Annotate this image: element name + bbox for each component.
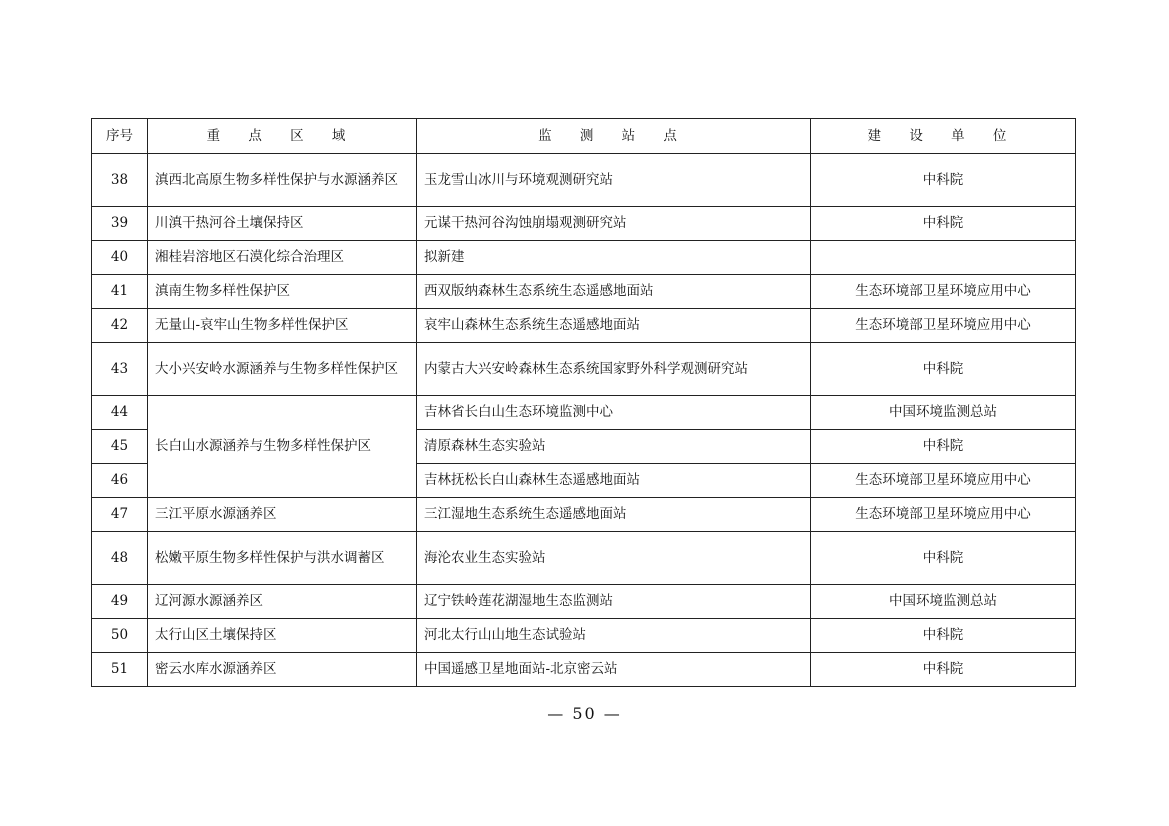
cell-no: 43 — [92, 343, 148, 396]
cell-no: 48 — [92, 532, 148, 585]
cell-station: 哀牢山森林生态系统生态遥感地面站 — [417, 309, 811, 343]
page-number: — 50 — — [547, 704, 622, 723]
cell-station: 吉林省长白山生态环境监测中心 — [417, 396, 811, 430]
cell-no: 44 — [92, 396, 148, 430]
cell-station: 玉龙雪山冰川与环境观测研究站 — [417, 154, 811, 207]
header-seq: 序号 — [92, 119, 148, 154]
cell-region: 大小兴安岭水源涵养与生物多样性保护区 — [148, 343, 417, 396]
cell-no: 39 — [92, 207, 148, 241]
cell-station: 辽宁铁岭莲花湖湿地生态监测站 — [417, 585, 811, 619]
cell-no: 40 — [92, 241, 148, 275]
table-row — [92, 498, 1076, 532]
cell-station: 拟新建 — [417, 241, 811, 275]
table-row — [92, 154, 1076, 207]
header-region: 重 点 区 域 — [148, 119, 417, 154]
cell-unit: 生态环境部卫星环境应用中心 — [811, 309, 1076, 343]
cell-unit: 生态环境部卫星环境应用中心 — [811, 275, 1076, 309]
cell-station: 清原森林生态实验站 — [417, 430, 811, 464]
table-header-row — [92, 119, 1076, 154]
table-row — [92, 241, 1076, 275]
table-row — [92, 207, 1076, 241]
cell-no: 50 — [92, 619, 148, 653]
table-row — [92, 309, 1076, 343]
cell-unit: 中国环境监测总站 — [811, 585, 1076, 619]
cell-no: 49 — [92, 585, 148, 619]
cell-no: 46 — [92, 464, 148, 498]
cell-region: 川滇干热河谷土壤保持区 — [148, 207, 417, 241]
cell-unit: 中科院 — [811, 430, 1076, 464]
monitoring-station-table — [91, 118, 1076, 687]
cell-region: 无量山-哀牢山生物多样性保护区 — [148, 309, 417, 343]
cell-region: 滇西北高原生物多样性保护与水源涵养区 — [148, 154, 417, 207]
cell-region: 三江平原水源涵养区 — [148, 498, 417, 532]
cell-unit: 生态环境部卫星环境应用中心 — [811, 464, 1076, 498]
cell-unit: 生态环境部卫星环境应用中心 — [811, 498, 1076, 532]
cell-region: 辽河源水源涵养区 — [148, 585, 417, 619]
cell-region: 湘桂岩溶地区石漠化综合治理区 — [148, 241, 417, 275]
cell-station: 吉林抚松长白山森林生态遥感地面站 — [417, 464, 811, 498]
cell-unit — [811, 241, 1076, 275]
cell-unit: 中国环境监测总站 — [811, 396, 1076, 430]
cell-station: 中国遥感卫星地面站-北京密云站 — [417, 653, 811, 687]
cell-unit: 中科院 — [811, 207, 1076, 241]
cell-no: 42 — [92, 309, 148, 343]
cell-no: 38 — [92, 154, 148, 207]
table-row — [92, 396, 1076, 430]
cell-unit: 中科院 — [811, 619, 1076, 653]
cell-unit: 中科院 — [811, 653, 1076, 687]
cell-region: 密云水库水源涵养区 — [148, 653, 417, 687]
cell-region: 滇南生物多样性保护区 — [148, 275, 417, 309]
cell-no: 41 — [92, 275, 148, 309]
cell-no: 47 — [92, 498, 148, 532]
cell-no: 51 — [92, 653, 148, 687]
cell-region: 太行山区土壤保持区 — [148, 619, 417, 653]
header-station: 监 测 站 点 — [417, 119, 811, 154]
cell-unit: 中科院 — [811, 343, 1076, 396]
cell-no: 45 — [92, 430, 148, 464]
cell-station: 内蒙古大兴安岭森林生态系统国家野外科学观测研究站 — [417, 343, 811, 396]
cell-station: 西双版纳森林生态系统生态遥感地面站 — [417, 275, 811, 309]
table-row — [92, 619, 1076, 653]
cell-unit: 中科院 — [811, 154, 1076, 207]
table-row — [92, 585, 1076, 619]
cell-unit: 中科院 — [811, 532, 1076, 585]
header-unit: 建 设 单 位 — [811, 119, 1076, 154]
cell-station: 元谋干热河谷沟蚀崩塌观测研究站 — [417, 207, 811, 241]
cell-station: 海沦农业生态实验站 — [417, 532, 811, 585]
cell-region: 松嫩平原生物多样性保护与洪水调蓄区 — [148, 532, 417, 585]
table-row — [92, 275, 1076, 309]
cell-region-merged: 长白山水源涵养与生物多样性保护区 — [148, 396, 417, 498]
cell-station: 三江湿地生态系统生态遥感地面站 — [417, 498, 811, 532]
table-row — [92, 532, 1076, 585]
table-row — [92, 343, 1076, 396]
cell-station: 河北太行山山地生态试验站 — [417, 619, 811, 653]
table-row — [92, 653, 1076, 687]
